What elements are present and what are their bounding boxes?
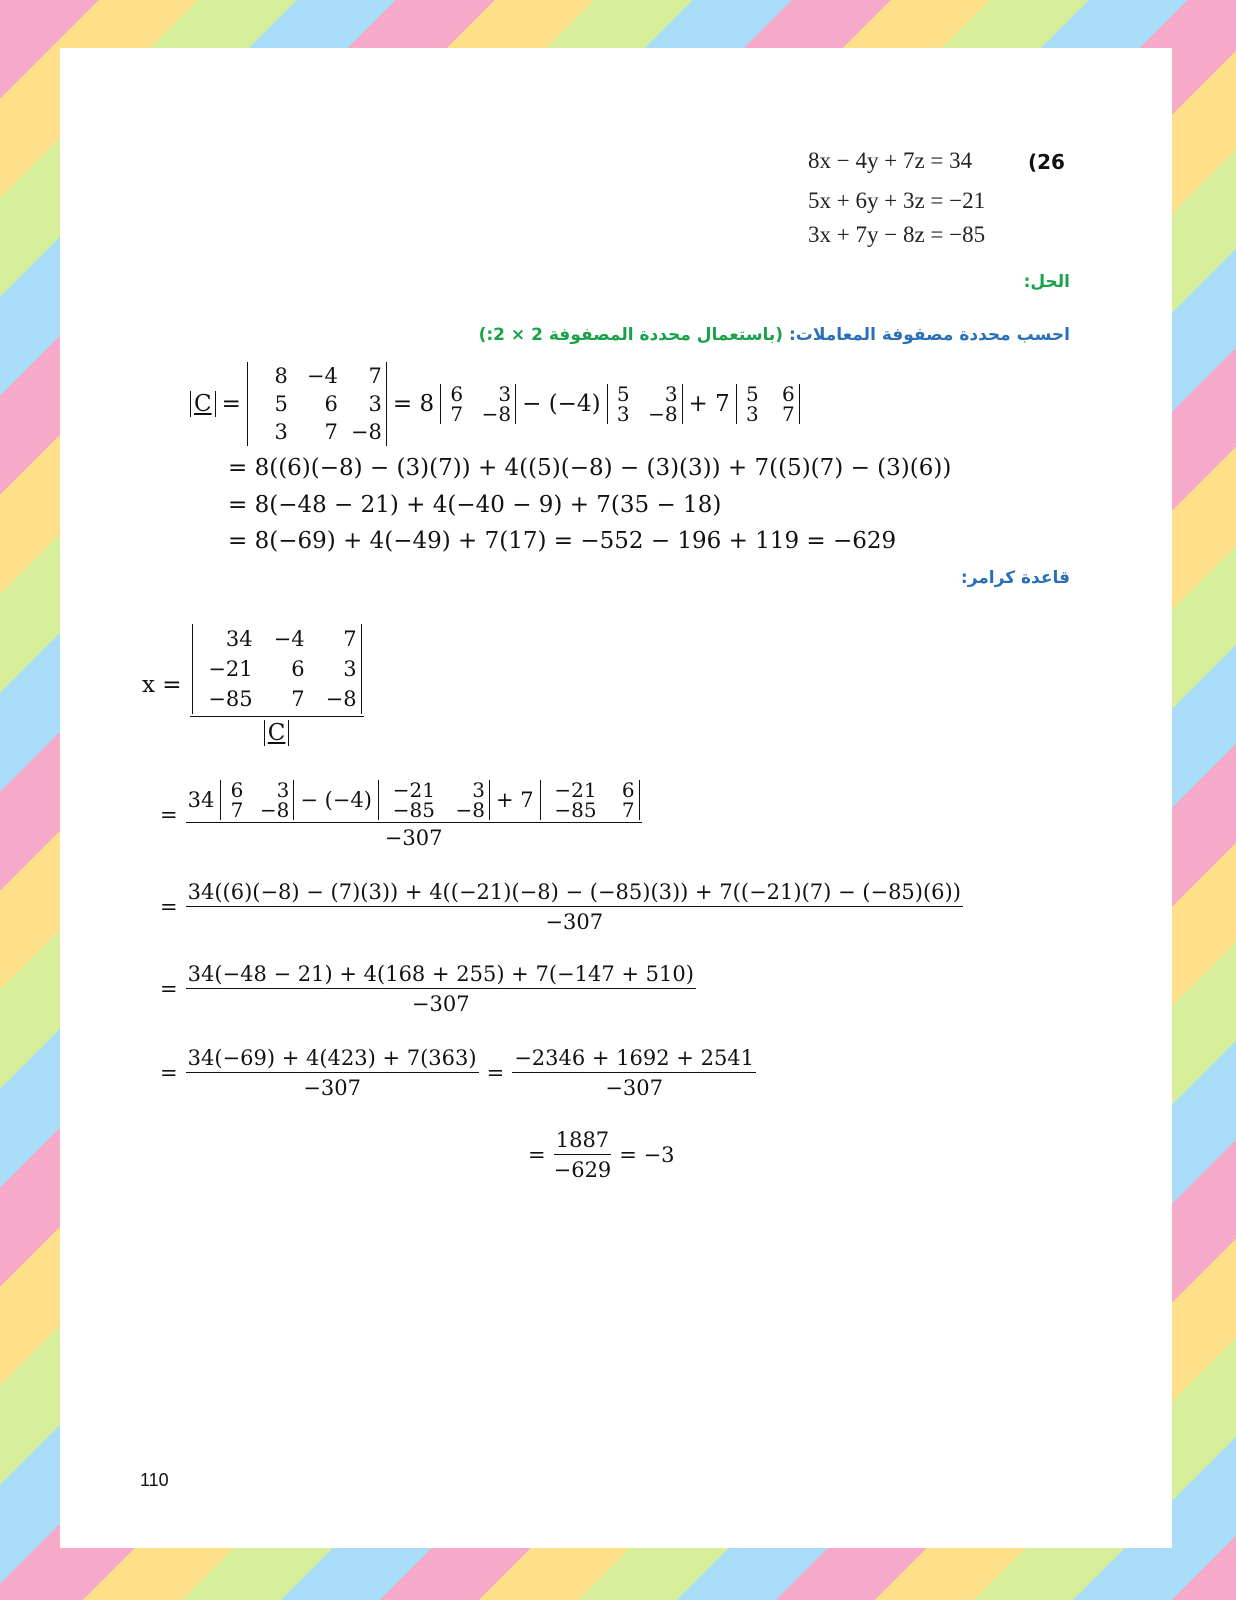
equals-sign: =	[160, 1061, 178, 1085]
minor-3	[736, 384, 800, 424]
step-4-denominator-2: −307	[605, 1076, 663, 1100]
coef-3: + 7	[495, 788, 534, 812]
equals-sign: =	[160, 977, 178, 1001]
step-5-fraction	[554, 1128, 612, 1182]
coef-3: + 7	[688, 391, 730, 417]
step-4-denominator: −307	[303, 1076, 361, 1100]
minor-cell: −85	[554, 798, 597, 822]
minor-3	[540, 780, 640, 820]
minor-cell: 3	[616, 402, 630, 426]
coef-1: 34	[187, 788, 215, 812]
minor-cell: 7	[230, 798, 244, 822]
minor-cell: −8	[481, 402, 512, 426]
minor-cell: 5	[746, 382, 759, 406]
matrix-cell: −8	[350, 420, 382, 444]
matrix-cell: 7	[324, 420, 338, 444]
x-step-4	[160, 1046, 756, 1100]
x-label: x =	[142, 672, 182, 698]
det-c-symbol: C	[190, 391, 216, 417]
matrix-cell: −85	[208, 687, 253, 711]
x-step-2	[160, 880, 963, 934]
step-4-fraction-2	[512, 1046, 756, 1100]
det-c-line-2: = 8(−48 − 21) + 4(−40 − 9) + 7(35 − 18)	[228, 492, 722, 518]
minor-cell: 3	[498, 382, 512, 406]
minor-cell: −21	[392, 778, 435, 802]
minor-cell: −8	[259, 798, 290, 822]
minor-cell: 6	[450, 382, 464, 406]
coef-1: = 8	[392, 391, 435, 417]
minor-cell: 7	[621, 798, 635, 822]
coefficient-matrix	[247, 362, 387, 446]
minor-cell: −85	[392, 798, 435, 822]
x-step-5	[528, 1128, 675, 1182]
minor-cell: 3	[746, 402, 759, 426]
coef-2: − (−4)	[300, 788, 372, 812]
minor-cell: 3	[472, 778, 485, 802]
step-5-numerator: 1887	[554, 1128, 611, 1155]
det-c-expansion	[190, 362, 800, 446]
matrix-cell: 7	[291, 687, 305, 711]
step-2-fraction	[186, 880, 963, 934]
matrix-cell: −4	[273, 627, 305, 651]
equation-3: 3x + 7y − 8z = −85	[808, 222, 986, 247]
det-c-symbol: C	[264, 720, 290, 746]
equals-sign: =	[160, 895, 178, 919]
step-1-numerator	[186, 780, 642, 823]
equals-sign: =	[221, 391, 241, 417]
matrix-cell: 5	[274, 392, 288, 416]
x-numerator	[190, 624, 364, 717]
minor-cell: 6	[230, 778, 244, 802]
step-3-fraction	[186, 962, 696, 1016]
x-matrix	[192, 624, 362, 714]
equals-sign: =	[486, 1061, 505, 1085]
matrix-cell: 6	[324, 392, 338, 416]
equals-sign: =	[528, 1143, 546, 1167]
minor-1	[220, 780, 294, 820]
instruction-note: (باستعمال محددة المصفوفة 2 × 2:)	[478, 325, 784, 345]
cramer-label: قاعدة كرامر:	[960, 568, 1070, 588]
step-2-denominator: −307	[545, 910, 604, 934]
matrix-cell: 3	[343, 657, 357, 681]
step-2-numerator: 34((6)(−8) − (7)(3)) + 4((−21)(−8) − (−85)(3)) + 7((−21)(7) − (−85)(6))	[186, 880, 963, 907]
coef-2: − (−4)	[522, 391, 601, 417]
minor-2	[607, 384, 683, 424]
step-1-denominator: −307	[384, 826, 443, 850]
det-c-line-3: = 8(−69) + 4(−49) + 7(17) = −552 − 196 + 119 = −629	[228, 528, 897, 554]
minor-cell: 7	[450, 402, 464, 426]
minor-cell: −21	[554, 778, 597, 802]
step-5-denominator: −629	[553, 1158, 612, 1182]
step-4-numerator-2: −2346 + 1692 + 2541	[512, 1046, 756, 1073]
minor-cell: 7	[782, 402, 795, 426]
step-4-fraction	[186, 1046, 479, 1100]
matrix-cell: 3	[368, 392, 382, 416]
equals-sign: =	[160, 803, 178, 827]
instruction-main: احسب محددة مصفوفة المعاملات:	[783, 325, 1070, 345]
minor-cell: 6	[621, 778, 635, 802]
minor-cell: 5	[616, 382, 630, 406]
matrix-cell: −8	[325, 687, 357, 711]
matrix-cell: 7	[343, 627, 357, 651]
matrix-cell: −21	[208, 657, 253, 681]
page-number: 110	[140, 1470, 169, 1490]
step-4-numerator: 34(−69) + 4(423) + 7(363)	[186, 1046, 479, 1073]
minor-cell: 6	[782, 382, 795, 406]
minor-cell: 3	[276, 778, 290, 802]
matrix-cell: 8	[274, 364, 288, 388]
step-3-denominator: −307	[411, 992, 470, 1016]
instruction	[479, 325, 1070, 345]
solution-label: الحل:	[1023, 272, 1070, 292]
matrix-cell: −4	[306, 364, 338, 388]
x-denominator	[264, 717, 290, 746]
step-3-numerator: 34(−48 − 21) + 4(168 + 255) + 7(−147 + 510)	[186, 962, 696, 989]
equation-2: 5x + 6y + 3z = −21	[808, 188, 986, 213]
x-step-3	[160, 962, 696, 1016]
minor-1	[440, 384, 516, 424]
matrix-cell: 7	[368, 364, 382, 388]
matrix-cell: 3	[274, 420, 288, 444]
matrix-cell: 34	[225, 627, 253, 651]
step-1-fraction	[186, 780, 642, 850]
det-c-line-1: = 8((6)(−8) − (3)(7)) + 4((5)(−8) − (3)(3)) + 7((5)(7) − (3)(6))	[228, 455, 952, 481]
minor-cell: −8	[455, 798, 485, 822]
final-result: = −3	[619, 1143, 675, 1167]
x-fraction-body	[190, 624, 364, 746]
minor-2	[378, 780, 490, 820]
minor-cell: −8	[648, 402, 678, 426]
matrix-cell: 6	[291, 657, 305, 681]
x-step-1	[160, 780, 642, 850]
equation-1: 8x − 4y + 7z = 34	[808, 148, 973, 173]
minor-cell: 3	[664, 382, 678, 406]
problem-number: (26	[1028, 150, 1065, 174]
x-fraction	[142, 624, 364, 746]
